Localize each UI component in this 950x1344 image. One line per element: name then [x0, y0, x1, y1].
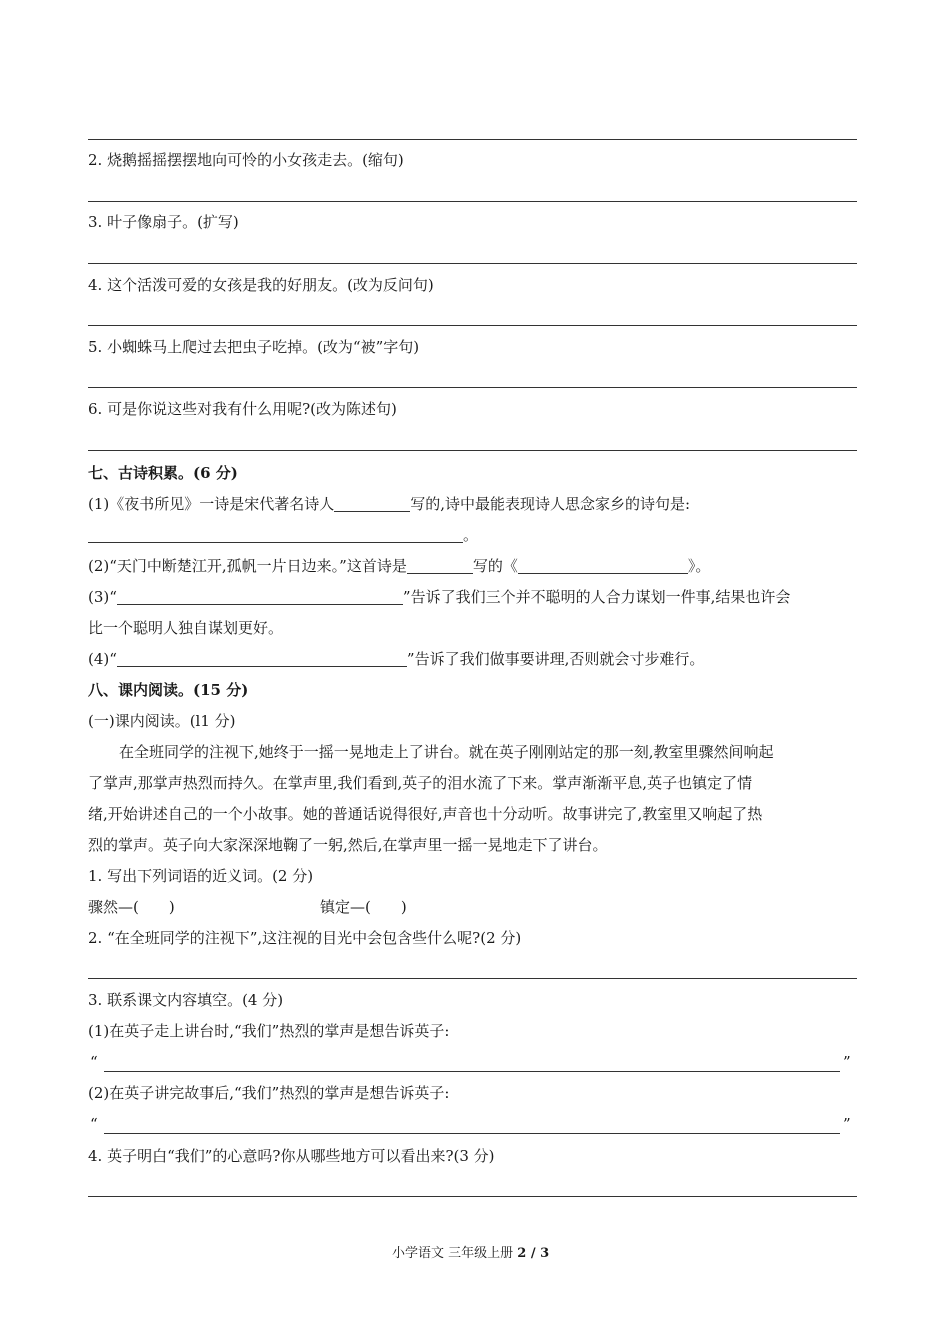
page-footer: [392, 1244, 549, 1264]
reading-question-4: 4. 英子明白“我们”的心意吗?你从哪些地方可以看出来?(3 分): [88, 1147, 495, 1165]
reading-question-1: 1. 写出下列词语的近义词。(2 分): [88, 867, 314, 885]
answer-line[interactable]: [104, 1133, 840, 1134]
proverb-blank-2[interactable]: [117, 650, 407, 667]
poem-q3-text-a: (3)“: [88, 588, 117, 606]
poem-q4-text-b: ”告诉了我们做事要讲理,否则就会寸步难行。: [406, 650, 705, 668]
question-6-2: 2. 烧鹅摇摇摆摆地向可怜的小女孩走去。(缩句): [88, 151, 404, 169]
poem-q1-end: 。: [463, 526, 479, 544]
poet-blank[interactable]: [334, 495, 410, 512]
poem-q2-text-a: (2)“天门中断楚江开,孤帆一片日边来。”这首诗是: [88, 557, 407, 575]
answer-line: [88, 201, 857, 202]
poem-title-blank[interactable]: [518, 557, 688, 574]
proverb-blank-1[interactable]: [117, 588, 403, 605]
passage-line: 烈的掌声。英子向大家深深地鞠了一躬,然后,在掌声里一摇一晃地走下了讲台。: [88, 836, 608, 854]
poem-question-2: [88, 556, 710, 576]
synonym-item-1[interactable]: 骤然—( ): [88, 898, 175, 916]
passage-line: 了掌声,那掌声热烈而持久。在掌声里,我们看到,英子的泪水流了下来。掌声渐渐平息,英子也镇定了情: [88, 774, 753, 792]
section-8-title: 八、课内阅读。(15 分): [88, 681, 249, 699]
section-7-title: 七、古诗积累。(6 分): [88, 464, 238, 482]
question-6-5: 5. 小蜘蛛马上爬过去把虫子吃掉。(改为“被”字句): [88, 338, 420, 356]
reading-question-2: 2. “在全班同学的注视下”,这注视的目光中会包含些什么呢?(2 分): [88, 929, 522, 947]
answer-line[interactable]: [104, 1071, 840, 1072]
reading-question-3: 3. 联系课文内容填空。(4 分): [88, 991, 284, 1009]
poem-question-4: [88, 649, 704, 669]
synonym-item-2[interactable]: 镇定—( ): [320, 898, 407, 916]
question-6-3: 3. 叶子像扇子。(扩写): [88, 213, 239, 231]
question-6-4: 4. 这个活泼可爱的女孩是我的好朋友。(改为反问句): [88, 276, 434, 294]
poem-q2-text-c: 》。: [687, 557, 711, 575]
footer-text: 小学语文 三年级上册: [392, 1246, 518, 1261]
poem-q1-text-b: 写的,诗中最能表现诗人思念家乡的诗句是:: [410, 495, 691, 513]
poem-q3-text-b: ”告诉了我们三个并不聪明的人合力谋划一件事,结果也许会: [402, 588, 791, 606]
poem-question-1-cont: [88, 525, 478, 545]
close-quote: ”: [843, 1053, 851, 1071]
page-number: 2 / 3: [517, 1246, 550, 1261]
open-quote: “: [90, 1053, 98, 1071]
poem-q4-text-a: (4)“: [88, 650, 117, 668]
answer-line: [88, 387, 857, 388]
close-quote: ”: [843, 1115, 851, 1133]
poem-question-3: [88, 587, 790, 607]
poem-q2-text-b: 写的《: [472, 557, 518, 575]
answer-line: [88, 450, 857, 451]
open-quote: “: [90, 1115, 98, 1133]
answer-line: [88, 1196, 857, 1197]
passage-line: 绪,开始讲述自己的一个小故事。她的普通话说得很好,声音也十分动听。故事讲完了,教室里又响起了热: [88, 805, 763, 823]
answer-line: [88, 139, 857, 140]
author-blank[interactable]: [407, 557, 473, 574]
passage-line: 在全班同学的注视下,她终于一摇一晃地走上了讲台。就在英子刚刚站定的那一刻,教室里骤然间响起: [119, 743, 774, 761]
reading-question-3-2: (2)在英子讲完故事后,“我们”热烈的掌声是想告诉英子:: [88, 1084, 450, 1102]
answer-line: [88, 325, 857, 326]
poem-question-1: [88, 494, 690, 514]
answer-line: [88, 263, 857, 264]
poem-question-3-cont: 比一个聪明人独自谋划更好。: [88, 619, 284, 637]
reading-question-3-1: (1)在英子走上讲台时,“我们”热烈的掌声是想告诉英子:: [88, 1022, 450, 1040]
answer-line: [88, 978, 857, 979]
poem-line-blank[interactable]: [88, 526, 463, 543]
question-6-6: 6. 可是你说这些对我有什么用呢?(改为陈述句): [88, 400, 397, 418]
poem-q1-text-a: (1)《夜书所见》一诗是宋代著名诗人: [88, 495, 335, 513]
subsection-title: (一)课内阅读。(l1 分): [88, 712, 236, 730]
